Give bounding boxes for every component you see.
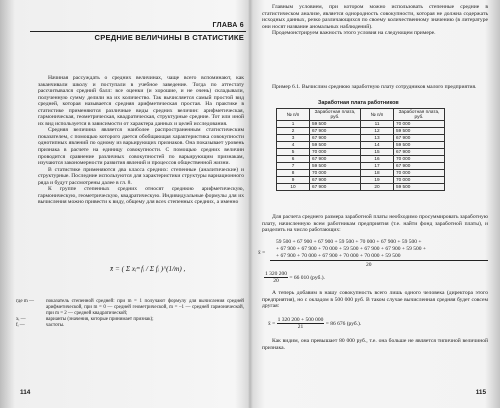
column-header: № п/п <box>361 109 394 121</box>
table-cell: 5 <box>277 148 310 155</box>
legend-row <box>16 299 244 317</box>
chapter-title: СРЕДНИЕ ВЕЛИЧИНЫ В СТАТИСТИКЕ <box>94 33 244 42</box>
table-cell: 18 <box>361 169 394 176</box>
chapter-number: ГЛАВА 6 <box>212 22 244 29</box>
table-cell: 6 <box>277 155 310 162</box>
table-cell: 59 500 <box>310 141 361 148</box>
table-row <box>277 127 445 134</box>
table-cell: 10 <box>277 183 310 190</box>
table-cell: 11 <box>361 120 394 127</box>
table-cell: 14 <box>361 141 394 148</box>
legend-symbol: xᵢ — <box>16 317 26 322</box>
table-cell: 67 900 <box>394 134 445 141</box>
table-cell: 67 900 <box>394 162 445 169</box>
result-line <box>264 271 488 285</box>
column-header: Заработная плата, руб. <box>310 109 361 121</box>
example-text: Пример 6.1. Вычислим среднюю заработную плату сотрудников малого предприятия. <box>272 84 477 90</box>
table-cell: 1 <box>277 120 310 127</box>
sum-numerator-line: 59 500 + 67 900 + 67 900 + 59 500 + 70 000 + 67 900 + 59 500 + <box>276 239 422 245</box>
example-heading <box>262 84 488 91</box>
second-fraction <box>277 317 325 331</box>
paragraph: Для расчета среднего размера заработной платы необходимо просуммировать заработную плату, начисленную всем работникам предприятия (т.е. найти фонд заработной платы), и разделить на число работающих: <box>262 214 488 234</box>
table-cell: 67 900 <box>310 155 361 162</box>
right-page <box>254 0 492 408</box>
table-cell: 67 900 <box>310 176 361 183</box>
mean-symbol: x̄ = <box>258 250 266 256</box>
table-row <box>277 155 445 162</box>
table-row <box>277 134 445 141</box>
page-number-left: 114 <box>20 389 31 396</box>
table-cell: 12 <box>361 127 394 134</box>
right-intro-text <box>262 4 488 37</box>
legend-description: варианты (значения, которые принимает признак); <box>46 317 154 322</box>
table-cell: 59 500 <box>394 183 445 190</box>
table-cell: 15 <box>361 148 394 155</box>
legend-symbol: где m — <box>16 299 34 304</box>
table-row <box>277 141 445 148</box>
table-cell: 3 <box>277 134 310 141</box>
table-cell: 70 000 <box>394 120 445 127</box>
sum-denominator: 20 <box>366 262 372 268</box>
table-cell: 70 000 <box>310 169 361 176</box>
table-cell: 67 900 <box>310 134 361 141</box>
table-row <box>277 120 445 127</box>
director-text <box>262 290 488 310</box>
chapter-rule <box>30 31 246 32</box>
result-value: = 66 010 (руб.). <box>289 275 325 282</box>
formula-legend <box>16 299 244 329</box>
page-number-right: 115 <box>475 389 486 396</box>
table-cell: 8 <box>277 169 310 176</box>
legend-description: показатель степенной средней: при m = 1 получают формулу для вычисления средней арифметической, при m = 0 — средней геометрической, m = –1 — средней гармонической, при m = 2 — средней квадратической; <box>46 299 244 316</box>
fraction-numerator: 1 320 200 + 500 000 <box>277 317 324 323</box>
result-fraction <box>264 271 288 285</box>
table-cell: 4 <box>277 141 310 148</box>
paragraph: Продемонстрируем важность этого условия на следующем примере. <box>272 30 436 37</box>
mean-symbol: x̄ = <box>268 321 276 328</box>
table-cell: 16 <box>361 155 394 162</box>
table-row <box>277 176 445 183</box>
table-cell: 59 500 <box>310 162 361 169</box>
column-header: Заработная плата, руб. <box>394 109 445 121</box>
table-cell: 70 000 <box>394 155 445 162</box>
table-caption: Заработная плата работников <box>318 100 399 106</box>
fraction-denominator: 21 <box>297 324 304 331</box>
table-cell: 59 500 <box>394 141 445 148</box>
second-mean-line <box>268 317 488 331</box>
legend-row <box>16 323 244 329</box>
paragraph: К группе степенных средних относят среднюю арифметическую, гармоническую, геометрическую, квадратическую. Индивидуальные формулы для их вычисления можно привести к виду, общему для всех степенных средних, а именно <box>38 186 244 206</box>
paragraph: А теперь добавим в нашу совокупность всего лишь одного человека (директора этого предприятия), но с окладом в 500 000 руб. В таком случае вычисленная средняя будет совсем другая: <box>262 290 488 310</box>
paragraph: В статистике применяются два класса средних: степенные (аналитические) и структурные. Последние используются для характеристики структуры вариационного ряда и будут рассмотрены далее в гл. 8. <box>38 166 244 186</box>
table-row <box>277 183 445 190</box>
paragraph: Начиная рассуждать о средних величинах, чаще всего вспоминают, как заканчивали школу и поступали в учебное заведение. Тогда по аттестату рассчитывался средний балл: все оценки (и хорошие, и не очень) складывали, полученную сумму делили на их количество. Так вычисляется самый простой вид средней, которая называется средняя арифметическая простая. На практике в статистике применяются различные виды средних величин: арифметическая, гармоническая, геометрическая, квадратическая, структурные средние. Тот или иной их вид используется в зависимости от характера данных и целей исследования. <box>38 75 244 127</box>
table-cell: 67 900 <box>394 148 445 155</box>
table-cell: 19 <box>361 176 394 183</box>
sum-numerator-line: + 67 900 + 67 900 + 70 000 + 59 500 + 67 900 + 67 900 + 59 500 + <box>276 246 426 252</box>
power-mean-formula: x̄ = ( Σ xᵢᵐ fᵢ / Σ fᵢ )^(1/m) , <box>110 265 186 273</box>
table-cell: 67 900 <box>310 127 361 134</box>
table-cell: 67 900 <box>310 183 361 190</box>
salary-table <box>276 108 445 191</box>
table-cell: 7 <box>277 162 310 169</box>
fraction-numerator: 1 320 200 <box>265 271 287 277</box>
paragraph: Средняя величина является наиболее распространенным статистическим показателем, с помощью которого дается обобщающая характеристика совокупности однотипных явлений по одному из варьирующих признаков. Она показывает уровень признака в расчете на единицу совокупности. С помощью средних величин проводится сравнение различных совокупностей по варьирующим признакам, изучаются закономерности развития явлений и процессов общественной жизни. <box>38 127 244 167</box>
table-row <box>277 169 445 176</box>
table-cell: 20 <box>361 183 394 190</box>
fraction-denominator: 20 <box>273 278 279 285</box>
sum-numerator-last <box>258 250 488 261</box>
left-body-text <box>38 75 244 206</box>
sum-numerator-line: + 67 900 + 70 000 + 67 900 + 70 000 + 70 000 + 59 500 <box>276 253 401 259</box>
table-cell: 2 <box>277 127 310 134</box>
table-cell: 17 <box>361 162 394 169</box>
legend-description: частоты. <box>46 323 65 328</box>
table-row <box>277 162 445 169</box>
conclusion-text <box>262 338 488 351</box>
left-page <box>10 0 248 408</box>
table-row <box>277 148 445 155</box>
table-cell: 70 000 <box>394 169 445 176</box>
table-header-row <box>277 109 445 121</box>
table-cell: 59 500 <box>394 127 445 134</box>
table-body <box>277 120 445 190</box>
result-value: = 86 676 (руб.). <box>325 321 362 328</box>
table-cell: 59 500 <box>310 120 361 127</box>
paragraph: Как видим, она превышает 80 000 руб., т.е. она больше не является типичной величиной признака. <box>262 338 488 351</box>
table-cell: 70 000 <box>394 176 445 183</box>
table-cell: 13 <box>361 134 394 141</box>
table-cell: 70 000 <box>310 148 361 155</box>
table-cell: 9 <box>277 176 310 183</box>
paragraph: Главным условием, при котором можно использовать степенные средние в статистическом анализе, является однородность совокупности, которая не должна содержать исходных данных, резко различающихся по своему количественному значению (в литературе они носят название аномальных наблюдений). <box>262 4 488 30</box>
legend-symbol: fᵢ — <box>16 323 25 328</box>
calculation-text <box>262 214 488 234</box>
column-header: № п/п <box>277 109 310 121</box>
